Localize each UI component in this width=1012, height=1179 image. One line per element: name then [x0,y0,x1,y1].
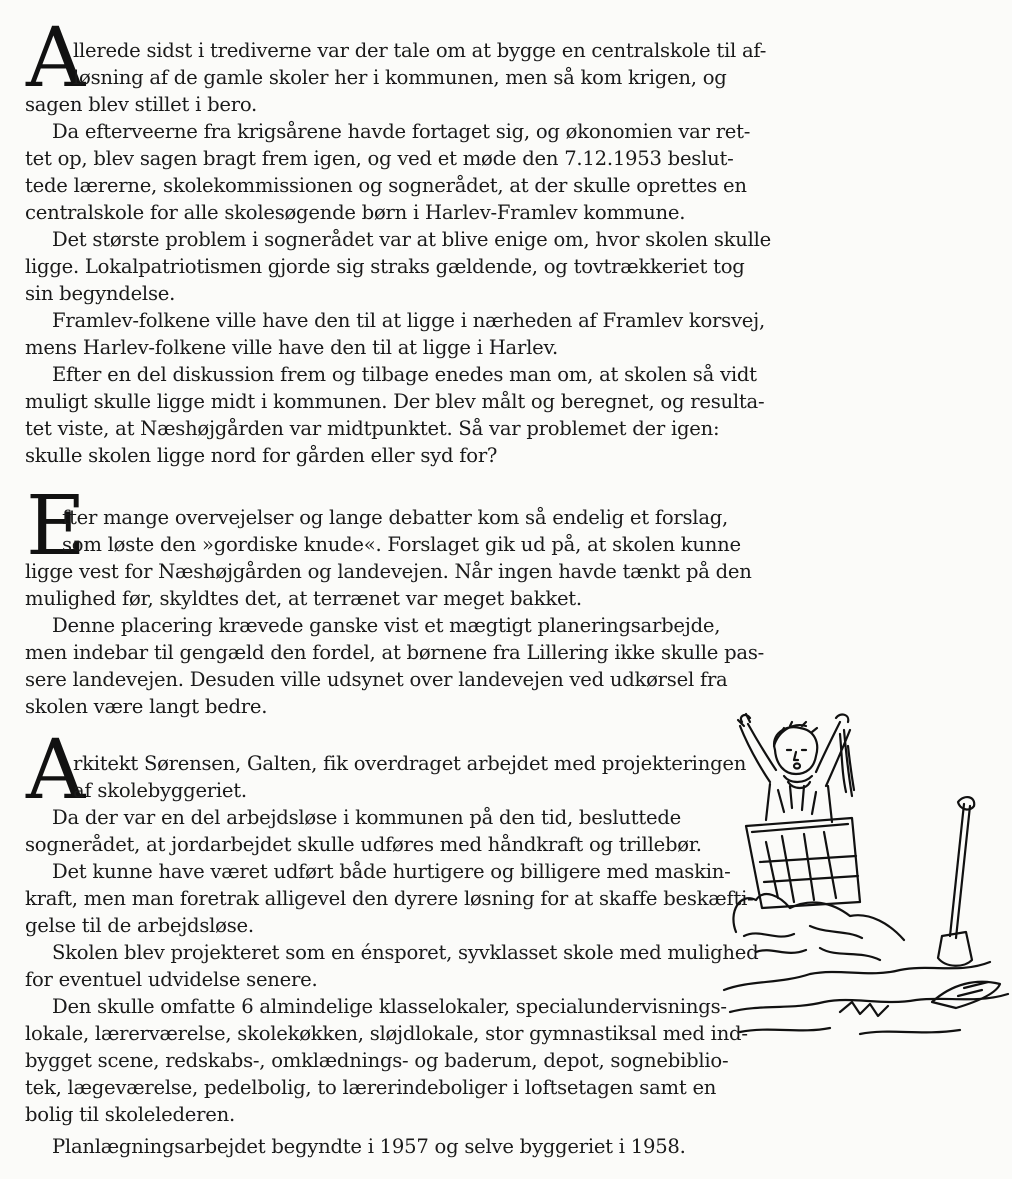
text-line: tet viste, at Næshøjgården var midtpunktet. Så var problemet der igen: [25,417,720,440]
text-line: Det største problem i sognerådet var at blive enige om, hvor skolen skulle [52,228,772,251]
text-line: Da efterveerne fra krigsårene havde fortaget sig, og økonomien var ret- [52,120,751,143]
text-line: Den skulle omfatte 6 almindelige klasselokaler, specialundervisnings- [52,995,727,1018]
text-line: mens Harlev-folkene ville have den til at ligge i Harlev. [25,336,558,359]
text-line: løsning af de gamle skoler her i kommunen, men så kom krigen, og [73,66,727,89]
text-line: Skolen blev projekteret som en énsporet, syvklasset skole med mulighed [52,941,759,964]
text-line: sagen blev stillet i bero. [25,93,258,116]
text-line: ligge vest for Næshøjgården og landevejen. Når ingen havde tænkt på den [25,560,752,583]
drop-cap-e: E [26,479,86,574]
drop-cap-a-1: A [26,11,86,106]
text-line: som løste den »gordiske knude«. Forslaget gik ud på, at skolen kunne [62,533,741,556]
text-line: sere landevejen. Desuden ville udsynet over landevejen ved udkørsel fra [25,668,728,691]
text-line: llerede sidst i trediverne var der tale om at bygge en centralskole til af- [73,39,767,62]
text-line: Det kunne have været udført både hurtigere og billigere med maskin- [52,860,731,883]
text-line: gelse til de arbejdsløse. [25,914,254,937]
text-line: Planlægningsarbejdet begyndte i 1957 og selve byggeriet i 1958. [52,1135,686,1158]
text-line: sognerådet, at jordarbejdet skulle udføres med håndkraft og trillebør. [25,833,702,856]
text-line: ligge. Lokalpatriotismen gjorde sig straks gældende, og tovtrækkeriet tog [25,255,745,278]
text-line: bygget scene, redskabs-, omklædnings- og baderum, depot, sognebiblio- [25,1049,729,1072]
text-line: bolig til skolelederen. [25,1103,235,1126]
worker-with-shovel-illustration [720,712,1012,1058]
text-line: skolen være langt bedre. [25,695,268,718]
text-line: centralskole for alle skolesøgende børn i Harlev-Framlev kommune. [25,201,686,224]
drop-cap-a-2: A [26,723,86,818]
text-line: sin begyndelse. [25,282,176,305]
text-line: Da der var en del arbejdsløse i kommunen på den tid, besluttede [52,806,681,829]
text-line: Efter en del diskussion frem og tilbage enedes man om, at skolen så vidt [52,363,757,386]
text-line: tede lærerne, skolekommissionen og sognerådet, at der skulle oprettes en [25,174,747,197]
text-line: Denne placering krævede ganske vist et mægtigt planeringsarbejde, [52,614,721,637]
text-line: fter mange overvejelser og lange debatter kom så endelig et forslag, [62,506,729,529]
text-line: tek, lægeværelse, pedelbolig, to lærerindeboliger i loftsetagen samt en [25,1076,717,1099]
text-line: lokale, lærerværelse, skolekøkken, sløjdlokale, stor gymnastiksal med ind- [25,1022,748,1045]
text-line: mulighed før, skyldtes det, at terrænet var meget bakket. [25,587,582,610]
text-line: men indebar til gengæld den fordel, at børnene fra Lillering ikke skulle pas- [25,641,765,664]
text-line: kraft, men man foretrak alligevel den dyrere løsning for at skaffe beskæfti- [25,887,754,910]
text-line: rkitekt Sørensen, Galten, fik overdraget arbejdet med projekteringen [73,752,747,775]
text-line: for eventuel udvidelse senere. [25,968,318,991]
text-line: tet op, blev sagen bragt frem igen, og ved et møde den 7.12.1953 beslut- [25,147,734,170]
text-line: muligt skulle ligge midt i kommunen. Der blev målt og beregnet, og resulta- [25,390,765,413]
text-line: Framlev-folkene ville have den til at ligge i nærheden af Framlev korsvej, [52,309,765,332]
text-line: af skolebyggeriet. [73,779,247,802]
text-line: skulle skolen ligge nord for gården eller syd for? [25,444,498,467]
